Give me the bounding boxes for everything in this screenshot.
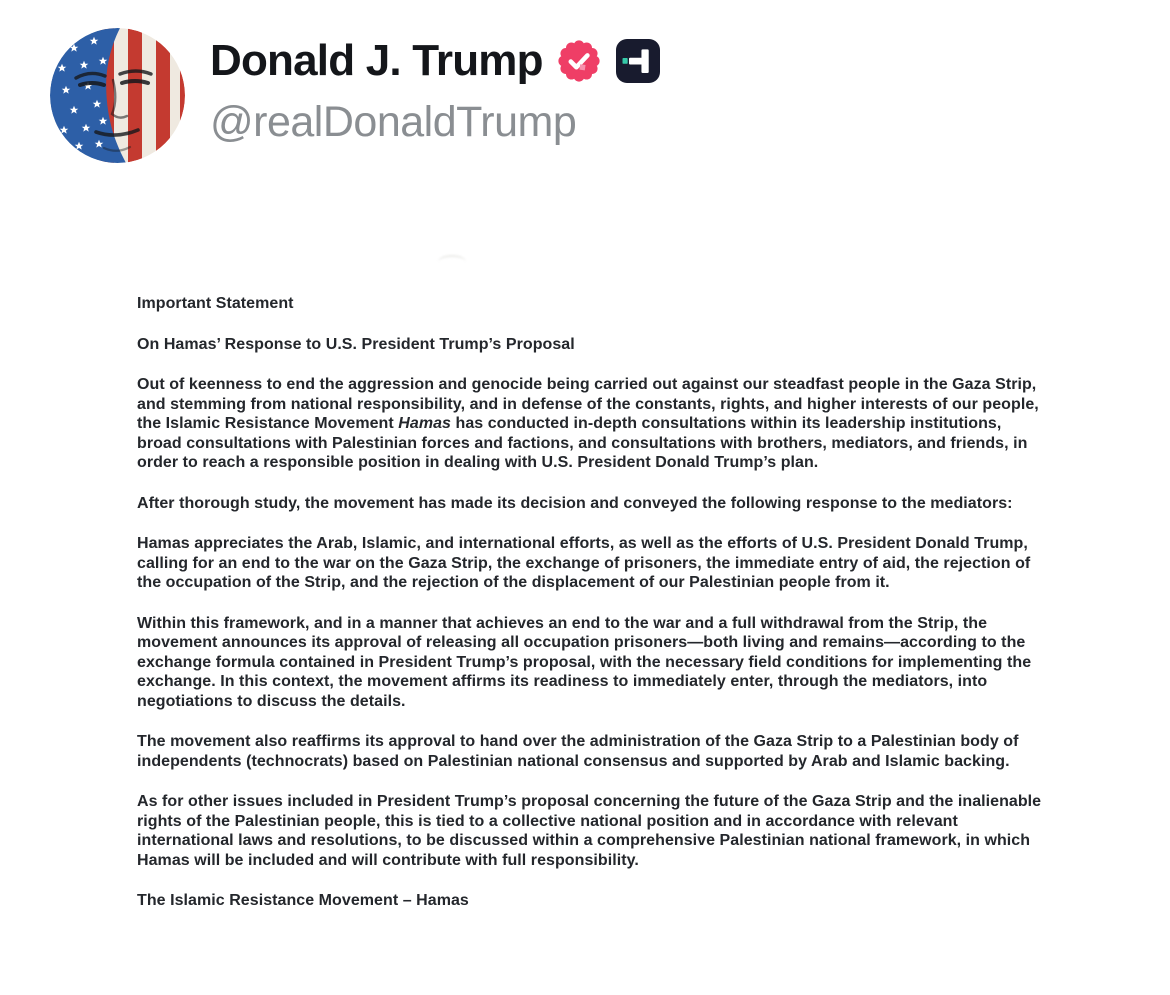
- statement-paragraph-5: The movement also reaffirms its approval to hand over the administration of the Gaza Strip to a Palestinian body of independents (technocrats) based on Palestinian national consensus and supported by Arab and Islamic backing.: [137, 733, 1019, 770]
- statement-subtitle: On Hamas’ Response to U.S. President Trump’s Proposal: [137, 335, 575, 353]
- paragraph-1-before: Out of keenness to end the aggression and genocide being carried out against our steadfast people in the Gaza Strip, and stemming from national responsibility, and in defense of the constants, rights, and higher interests of our people, the Islamic Resistance Movement: [137, 376, 1039, 432]
- author-handle[interactable]: @realDonaldTrump: [210, 98, 577, 146]
- display-name[interactable]: Donald J. Trump: [210, 36, 543, 85]
- author-identity: [210, 28, 660, 163]
- truth-social-logo-icon: [615, 39, 660, 83]
- paragraph-1-after: has conducted in-depth consultations within its leadership institutions, broad consultations with Palestinian forces and factions, and consultations with brothers, mediators, and friends, in order to reach a responsible position in dealing with U.S. President Donald Trump’s plan.: [137, 415, 1028, 471]
- statement-paragraph-2: After thorough study, the movement has made its decision and conveyed the following response to the mediators:: [137, 494, 1013, 512]
- scan-artifact: [438, 255, 466, 269]
- flag-face-image: [50, 28, 185, 163]
- statement-paragraph-3: Hamas appreciates the Arab, Islamic, and international efforts, as well as the efforts of U.S. President Donald Trump, calling for an end to the war on the Gaza Strip, the exchange of prisoners, the immediate entry of aid, the rejection of the occupation of the Strip, and the rejection of the displacement of our Palestinian people from it.: [137, 535, 1031, 591]
- statement-signature: The Islamic Resistance Movement – Hamas: [137, 892, 469, 909]
- statement-image-attachment[interactable]: [137, 294, 1045, 911]
- paragraph-1-italic-word: Hamas: [398, 415, 451, 432]
- avatar[interactable]: [50, 28, 185, 163]
- statement-paragraph-1: [137, 375, 1045, 473]
- post-header: [50, 28, 660, 163]
- statement-title: Important Statement: [137, 295, 294, 312]
- statement-paragraph-4: Within this framework, and in a manner that achieves an end to the war and a full withdrawal from the Strip, the movement announces its approval of releasing all occupation prisoners—both living and remains—according to the exchange formula contained in President Trump’s proposal, with the necessary field conditions for implementing the exchange. In this context, the movement affirms its readiness to immediately enter, through the mediators, into negotiations to discuss the details.: [137, 614, 1032, 710]
- statement-paragraph-6: As for other issues included in President Trump’s proposal concerning the future of the Gaza Strip and the inalienable rights of the Palestinian people, this is tied to a collective national position and in accordance with relevant international laws and resolutions, to be discussed within a comprehensive Palestinian national framework, in which Hamas will be included and will contribute with full responsibility.: [137, 793, 1042, 869]
- name-row: [210, 36, 660, 86]
- verified-badge-icon: [556, 38, 602, 84]
